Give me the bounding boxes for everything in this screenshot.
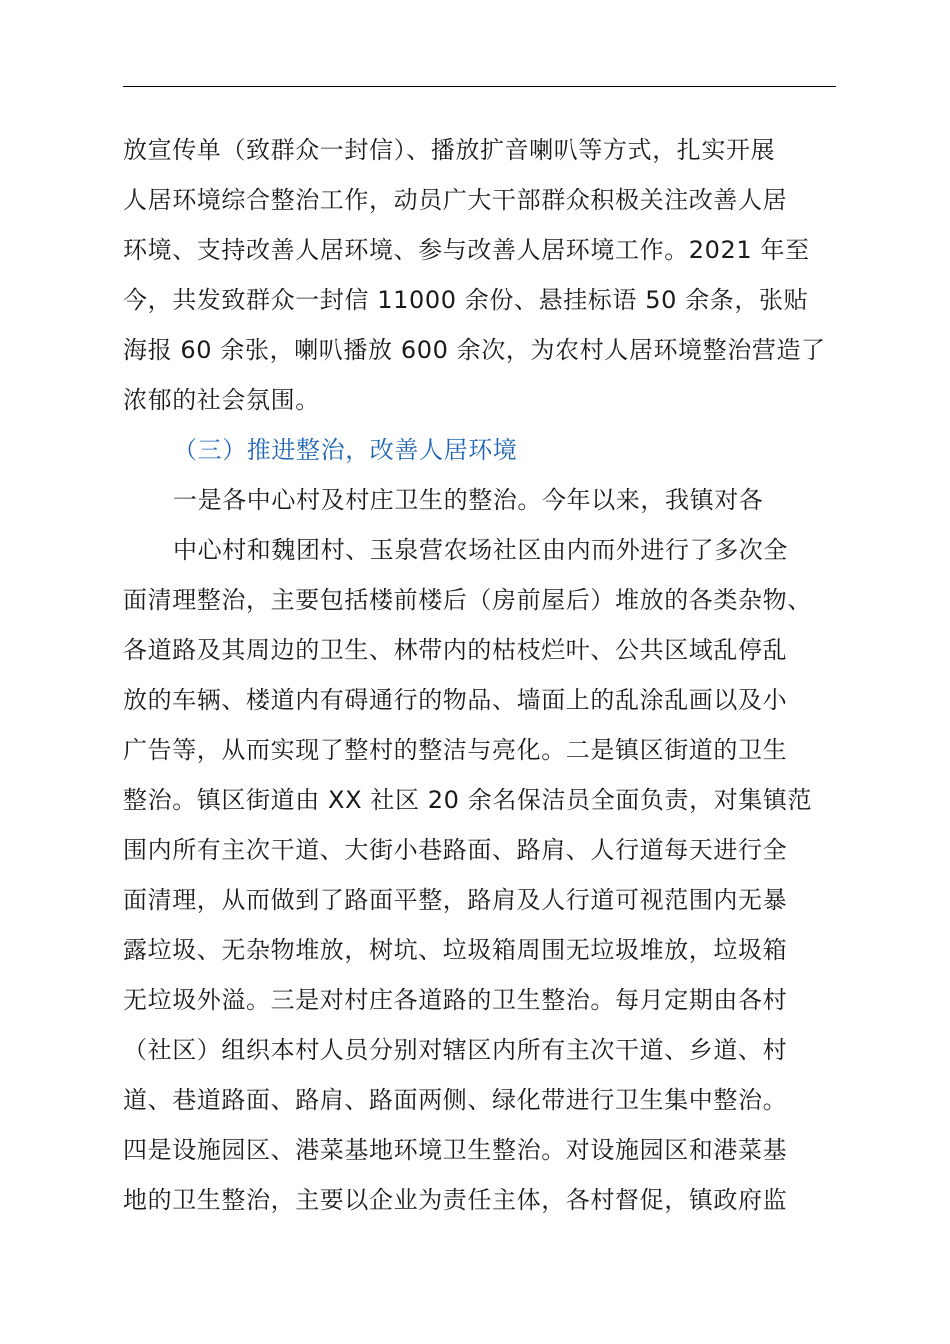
section-heading: （三）推进整治，改善人居环境 xyxy=(173,436,518,464)
paragraph-line: 面清理整治，主要包括楼前楼后（房前屋后）堆放的各类杂物、 xyxy=(123,586,812,614)
paragraph-line: 各道路及其周边的卫生、林带内的枯枝烂叶、公共区域乱停乱 xyxy=(123,636,788,664)
paragraph-line: 整治。镇区街道由 XX 社区 20 余名保洁员全面负责，对集镇范 xyxy=(123,786,813,814)
header-rule xyxy=(123,86,836,87)
paragraph-line: 广告等，从而实现了整村的整洁与亮化。二是镇区街道的卫生 xyxy=(123,736,788,764)
paragraph-line: 面清理，从而做到了路面平整，路肩及人行道可视范围内无暴 xyxy=(123,886,788,914)
paragraph-line: 放宣传单（致群众一封信）、播放扩音喇叭等方式，扎实开展 xyxy=(123,136,776,164)
paragraph-line: 中心村和魏团村、玉泉营农场社区由内而外进行了多次全 xyxy=(173,536,788,564)
paragraph-line: 一是各中心村及村庄卫生的整治。今年以来，我镇对各 xyxy=(173,486,764,514)
paragraph-line: 环境、支持改善人居环境、参与改善人居环境工作。2021 年至 xyxy=(123,236,810,264)
paragraph-line: 道、巷道路面、路肩、路面两侧、绿化带进行卫生集中整治。 xyxy=(123,1086,788,1114)
paragraph-line: 放的车辆、楼道内有碍通行的物品、墙面上的乱涂乱画以及小 xyxy=(123,686,788,714)
paragraph-line: 人居环境综合整治工作，动员广大干部群众积极关注改善人居 xyxy=(123,186,788,214)
paragraph-line: 无垃圾外溢。三是对村庄各道路的卫生整治。每月定期由各村 xyxy=(123,986,788,1014)
paragraph-line: 今，共发致群众一封信 11000 余份、悬挂标语 50 余条，张贴 xyxy=(123,286,809,314)
paragraph-line: 地的卫生整治，主要以企业为责任主体，各村督促，镇政府监 xyxy=(123,1186,788,1214)
paragraph-line: 海报 60 余张，喇叭播放 600 余次，为农村人居环境整治营造了 xyxy=(123,336,826,364)
paragraph-line: 围内所有主次干道、大街小巷路面、路肩、人行道每天进行全 xyxy=(123,836,788,864)
paragraph-line: 浓郁的社会氛围。 xyxy=(123,386,320,414)
paragraph-line: 四是设施园区、港菜基地环境卫生整治。对设施园区和港菜基 xyxy=(123,1136,788,1164)
paragraph-line: （社区）组织本村人员分别对辖区内所有主次干道、乡道、村 xyxy=(123,1036,788,1064)
paragraph-line: 露垃圾、无杂物堆放，树坑、垃圾箱周围无垃圾堆放，垃圾箱 xyxy=(123,936,788,964)
